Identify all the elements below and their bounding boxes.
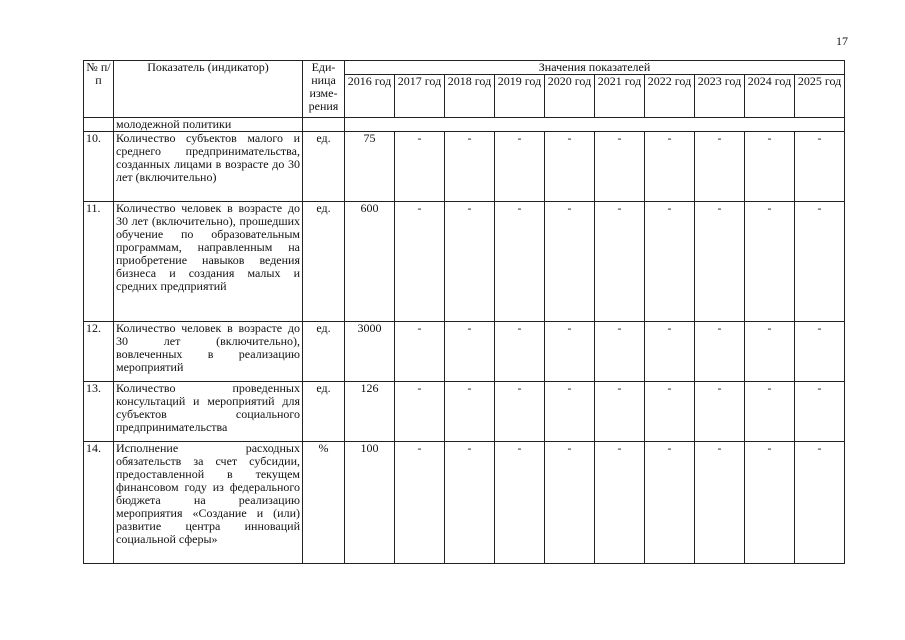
indicator-value: -	[695, 382, 745, 442]
header-values: Значения показателей	[345, 61, 845, 75]
indicator-value: -	[545, 382, 595, 442]
table-row	[84, 382, 845, 442]
indicator-value: -	[545, 442, 595, 564]
indicator-name: Количество человек в возрасте до 30 лет (включительно), вовлеченных в реализацию мероприятий	[114, 322, 303, 382]
indicator-value: -	[495, 202, 545, 322]
indicator-value: -	[545, 202, 595, 322]
header-year: 2017 год	[395, 75, 445, 118]
header-unit: Еди-ница изме-рения	[303, 61, 345, 118]
indicator-value: -	[795, 442, 845, 564]
indicator-value: -	[395, 202, 445, 322]
indicator-value: -	[695, 202, 745, 322]
table-row	[84, 202, 845, 322]
continuation-unit-cell	[303, 118, 345, 132]
indicator-value: -	[445, 132, 495, 202]
header-indicator: Показатель (индикатор)	[114, 61, 303, 118]
indicator-value: 126	[345, 382, 395, 442]
indicator-value: -	[445, 322, 495, 382]
indicator-value: -	[745, 202, 795, 322]
continuation-row	[84, 118, 845, 132]
indicator-name: Количество проведенных консультаций и мероприятий для субъектов социального предпринимательства	[114, 382, 303, 442]
indicator-value: -	[495, 442, 545, 564]
indicator-value: 3000	[345, 322, 395, 382]
header-year: 2021 год	[595, 75, 645, 118]
indicator-value: -	[395, 442, 445, 564]
indicator-value: -	[695, 442, 745, 564]
table-header	[84, 61, 845, 118]
table-row	[84, 322, 845, 382]
continuation-num-cell	[84, 118, 114, 132]
row-number: 13.	[84, 382, 114, 442]
row-number: 10.	[84, 132, 114, 202]
continuation-text: молодежной политики	[114, 118, 303, 132]
indicator-value: -	[495, 132, 545, 202]
indicator-value: -	[745, 132, 795, 202]
indicator-value: 75	[345, 132, 395, 202]
indicator-value: -	[545, 322, 595, 382]
indicator-value: -	[495, 322, 545, 382]
header-year: 2022 год	[645, 75, 695, 118]
indicator-value: -	[595, 202, 645, 322]
indicator-value: -	[545, 132, 595, 202]
indicator-value: -	[795, 382, 845, 442]
indicator-value: -	[745, 382, 795, 442]
page-number: 17	[836, 34, 848, 48]
indicators-table	[83, 60, 845, 564]
indicator-value: -	[645, 322, 695, 382]
indicator-name: Количество субъектов малого и среднего предпринимательства, созданных лицами в возрасте до 30 лет (включительно)	[114, 132, 303, 202]
indicator-unit: %	[303, 442, 345, 564]
indicator-value: -	[695, 132, 745, 202]
indicator-value: -	[445, 202, 495, 322]
row-number: 11.	[84, 202, 114, 322]
indicator-value: 600	[345, 202, 395, 322]
header-year: 2019 год	[495, 75, 545, 118]
indicator-value: -	[445, 442, 495, 564]
indicator-value: -	[795, 322, 845, 382]
header-year: 2016 год	[345, 75, 395, 118]
indicator-name: Количество человек в возрасте до 30 лет (включительно), прошедших обучение по образовательным программам, направленным на приобретение навыков ведения бизнеса и создания малых и средних предприятий	[114, 202, 303, 322]
header-num: № п/п	[84, 61, 114, 118]
table-body	[84, 118, 845, 564]
indicator-value: -	[745, 442, 795, 564]
header-year: 2018 год	[445, 75, 495, 118]
row-number: 12.	[84, 322, 114, 382]
indicator-value: -	[595, 442, 645, 564]
indicator-value: -	[645, 442, 695, 564]
indicator-value: -	[395, 132, 445, 202]
indicator-value: -	[395, 322, 445, 382]
indicator-value: -	[645, 132, 695, 202]
continuation-values-cell	[345, 118, 845, 132]
indicator-value: -	[445, 382, 495, 442]
indicator-value: -	[595, 382, 645, 442]
table-row	[84, 442, 845, 564]
indicator-value: -	[745, 322, 795, 382]
header-year: 2023 год	[695, 75, 745, 118]
indicator-unit: ед.	[303, 322, 345, 382]
indicator-value: -	[495, 382, 545, 442]
indicator-value: -	[695, 322, 745, 382]
indicator-unit: ед.	[303, 202, 345, 322]
indicator-value: -	[795, 202, 845, 322]
row-number: 14.	[84, 442, 114, 564]
indicator-value: -	[595, 132, 645, 202]
table-row	[84, 132, 845, 202]
header-year: 2024 год	[745, 75, 795, 118]
indicator-unit: ед.	[303, 382, 345, 442]
indicator-value: -	[795, 132, 845, 202]
header-year: 2025 год	[795, 75, 845, 118]
indicator-value: -	[595, 322, 645, 382]
indicator-value: -	[645, 202, 695, 322]
indicator-value: 100	[345, 442, 395, 564]
indicator-value: -	[645, 382, 695, 442]
indicator-name: Исполнение расходных обязательств за счет субсидии, предоставленной в текущем финансовом году из федерального бюджета на реализацию мероприятия «Создание и (или) развитие центра инноваций социальной сферы»	[114, 442, 303, 564]
indicator-unit: ед.	[303, 132, 345, 202]
indicator-value: -	[395, 382, 445, 442]
header-year: 2020 год	[545, 75, 595, 118]
